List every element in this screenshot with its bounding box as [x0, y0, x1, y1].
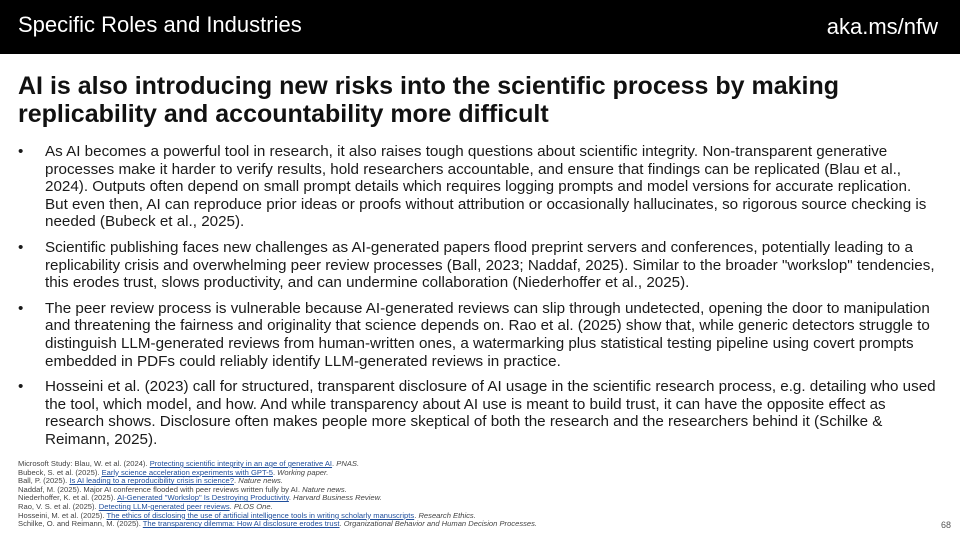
reference-authors: Hosseini, M. et al. (2025).	[18, 511, 107, 520]
reference-item: Ball, P. (2025). Is AI leading to a reproducibility crisis in science?. Nature news.	[18, 477, 283, 486]
reference-journal: PNAS.	[336, 460, 360, 468]
reference-authors: Niederhoffer, K. et al. (2025).	[18, 494, 118, 503]
bullet-marker: •	[18, 299, 24, 317]
slide-headline: AI is also introducing new risks into the scientific process by making replicability and accountability more difficult	[18, 72, 840, 128]
reference-journal: PLOS One.	[233, 502, 273, 511]
reference-link[interactable]: Protecting scientific integrity in an age of generative AI	[149, 460, 333, 468]
reference-item: Rao, V. S. et al. (2025). Detecting LLM-generated peer reviews. PLOS One.	[18, 502, 273, 511]
reference-journal: Nature news.	[238, 477, 283, 486]
bullet-list	[18, 143, 938, 457]
reference-item: Hosseini, M. et al. (2025). The ethics of disclosing the use of artificial intelligence tools in writing scholarly manuscripts. Research Ethics.	[18, 511, 476, 520]
reference-journal: Harvard Business Review.	[293, 494, 382, 503]
reference-link[interactable]: AI-Generated "Workslop" Is Destroying Productivity	[117, 494, 289, 503]
section-title: Specific Roles and Industries	[18, 12, 302, 37]
reference-journal: Research Ethics.	[418, 511, 476, 520]
reference-authors: Naddaf, M. (2025). Major AI conference flooded with peer reviews written fully by AI.	[18, 485, 303, 494]
bullet-marker: •	[18, 238, 24, 256]
bullet-text: Hosseini et al. (2023) call for structured, transparent disclosure of AI usage in the scientific research process, e.g. detailing who used the tool, which model, and how. And while transparency about AI use is meant to build trust, it can have the opposite effect as research shows. Disclosure often makes people more skeptical of both the research and the researchers behind it (Schilke & Reimann, 2025).	[45, 378, 936, 448]
page-number: 68	[940, 520, 951, 530]
short-url[interactable]: aka.ms/nfw	[826, 14, 938, 39]
bullet-text: As AI becomes a powerful tool in research, it also raises tough questions about scientific integrity. Non-transparent generative processes make it harder to verify results, hold researchers accountable, and ensure that findings can be replicated (Blau et al., 2024). Outputs often depend on small prompt details which requires logging prompts and model versions for accurate replication. But even then, AI can reproduce prior ideas or proofs without attribution or occasionally hallucinates, so rigorous source checking is needed (Bubeck et al., 2025).	[45, 143, 927, 231]
header-bar	[0, 0, 960, 54]
reference-link[interactable]: Early science acceleration experiments with GPT-5	[101, 468, 273, 477]
bullet-item	[18, 300, 938, 370]
reference-link[interactable]: Detecting LLM-generated peer reviews	[98, 502, 230, 511]
references-list	[18, 460, 918, 529]
bullet-item	[18, 143, 938, 231]
reference-authors: Ball, P. (2025).	[18, 477, 70, 486]
bullet-marker: •	[18, 378, 24, 396]
bullet-text: Scientific publishing faces new challenges as AI-generated papers flood preprint servers and conferences, potentially leading to a replicability crisis and overwhelming peer review processes (Ball, 2023; Naddaf, 2025). Similar to the broader "workslop" tendencies, this erodes trust, slows productivity, and can undermine collaboration (Niederhoffer et al., 2025).	[45, 238, 935, 292]
reference-authors: Schilke, O. and Reimann, M. (2025).	[18, 520, 143, 529]
bullet-marker: •	[18, 143, 24, 160]
reference-item: Bubeck, S. et al. (2025). Early science acceleration experiments with GPT-5. Working paper.	[18, 468, 329, 477]
reference-item	[18, 486, 918, 495]
reference-authors: Microsoft Study: Blau, W. et al. (2024).	[18, 460, 150, 468]
reference-journal: Working paper.	[277, 468, 329, 477]
bullet-item	[18, 378, 938, 448]
reference-item: Microsoft Study: Blau, W. et al. (2024). Protecting scientific integrity in an age of generative AI. PNAS.	[18, 460, 360, 468]
bullet-item	[18, 239, 938, 292]
reference-authors: Rao, V. S. et al. (2025).	[18, 502, 99, 511]
reference-link[interactable]: Is AI leading to a reproducibility crisis in science?	[69, 477, 234, 486]
reference-item: Schilke, O. and Reimann, M. (2025). The transparency dilemma: How AI disclosure erodes trust. Organizational Behavior and Human Decision Processes.	[18, 520, 538, 529]
reference-authors: Bubeck, S. et al. (2025).	[18, 468, 102, 477]
reference-journal: Organizational Behavior and Human Decision Processes.	[343, 520, 538, 529]
reference-item: Niederhoffer, K. et al. (2025). AI-Generated "Workslop" Is Destroying Productivity. Harvard Business Review.	[18, 494, 382, 503]
reference-link[interactable]: The ethics of disclosing the use of artificial intelligence tools in writing scholarly manuscripts	[106, 511, 415, 520]
reference-journal: Nature news.	[302, 485, 347, 494]
reference-link[interactable]: The transparency dilemma: How AI disclosure erodes trust	[142, 520, 340, 529]
bullet-text: The peer review process is vulnerable because AI-generated reviews can slip through undetected, opening the door to manipulation and threatening the fairness and originality that science depends on. Rao et al. (2025) show that, while generic detectors struggle to distinguish LLM-generated reviews from human-written ones, a watermarking plus statistical testing pipeline using covert prompts embedded in PDFs could reliably identify LLM-generated reviews in practice.	[45, 299, 930, 370]
